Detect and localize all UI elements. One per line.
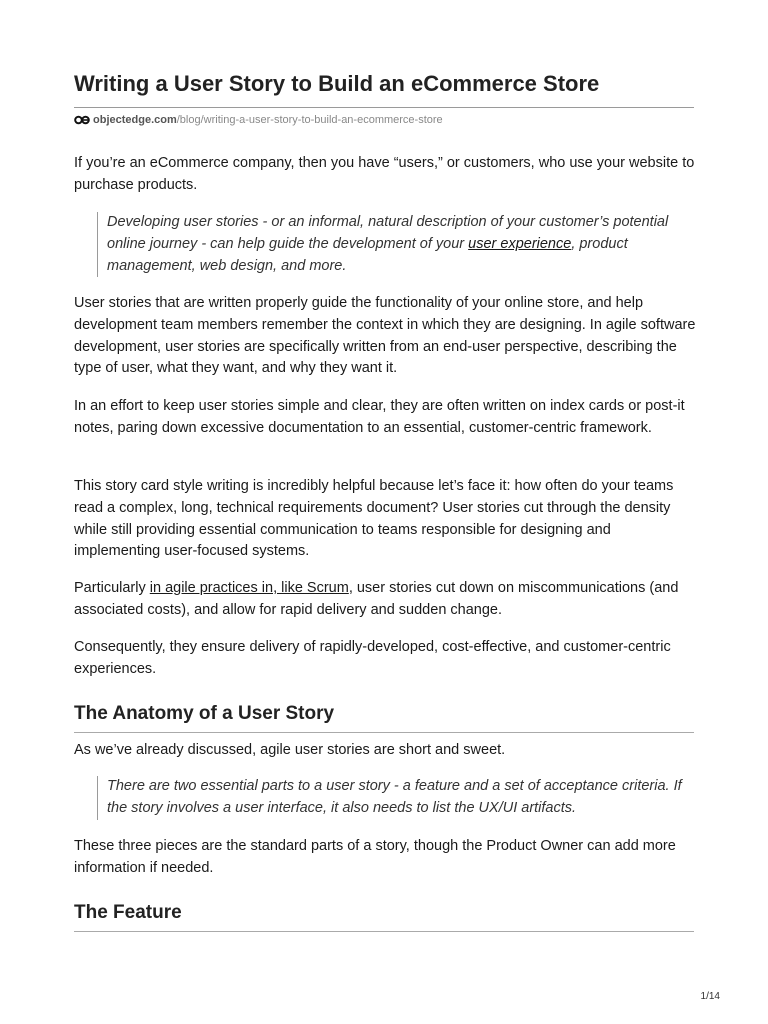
paragraph-functionality: User stories that are written properly guide the functionality of your online store, and help development team members remember the context in which they are designing. In agile software development, user stories are specifically written from an end-user perspective, describing the type of user, what they want, and why they want it.: [74, 295, 696, 377]
section-heading-feature: The Feature: [74, 902, 182, 923]
source-path: /blog/writing-a-user-story-to-build-an-ecommerce-store: [176, 114, 443, 126]
paragraph-intro: If you’re an eCommerce company, then you have “users,” or customers, who use your website to purchase products.: [74, 155, 695, 193]
paragraph-consequently: Consequently, they ensure delivery of rapidly-developed, cost-effective, and customer-centric experiences.: [74, 639, 671, 677]
title-divider: [74, 107, 694, 108]
paragraph-story-card: This story card style writing is incredibly helpful because let’s face it: how often do your teams read a complex, long, technical requirements document? User stories cut through the density while still providing essential communication to teams responsible for designing and implementing user-focused systems.: [74, 478, 674, 560]
source-domain: objectedge.com: [93, 114, 177, 126]
objectedge-logo-icon: [74, 115, 90, 125]
section-divider: [74, 931, 694, 932]
blockquote-essential-parts: There are two essential parts to a user story - a feature and a set of acceptance criteria. If the story involves a user interface, it also needs to list the UX/UI artifacts.: [97, 776, 697, 820]
page-number: 1/14: [700, 991, 720, 1002]
page-title: Writing a User Story to Build an eCommerce Store: [74, 71, 600, 96]
quote-text-start: Developing user stories - or an informal, natural description of your customer’s potential online journey - can help guide the development of your: [107, 214, 669, 252]
paragraph-three-pieces: These three pieces are the standard parts of a story, though the Product Owner can add more information if needed.: [74, 838, 676, 876]
agile-scrum-link[interactable]: in agile practices in, like Scrum: [149, 580, 349, 596]
paragraph-agile: [74, 578, 696, 622]
blockquote-user-stories: [97, 212, 697, 277]
user-experience-link[interactable]: user experience: [468, 235, 572, 252]
quote-text-end: , product management, web design, and more.: [107, 235, 628, 274]
section-divider: [74, 732, 694, 733]
source-url[interactable]: [74, 114, 443, 126]
paragraph-short-sweet: As we’ve already discussed, agile user stories are short and sweet.: [74, 742, 506, 758]
paragraph-agile-start: Particularly: [74, 580, 150, 596]
paragraph-index-cards: In an effort to keep user stories simple and clear, they are often written on index cards or post-it notes, paring down excessive documentation to an essential, customer-centric framework.: [74, 398, 685, 436]
section-heading-anatomy: The Anatomy of a User Story: [74, 703, 335, 724]
paragraph-agile-end: , user stories cut down on miscommunications (and associated costs), and allow for rapid delivery and sudden change.: [74, 580, 679, 618]
